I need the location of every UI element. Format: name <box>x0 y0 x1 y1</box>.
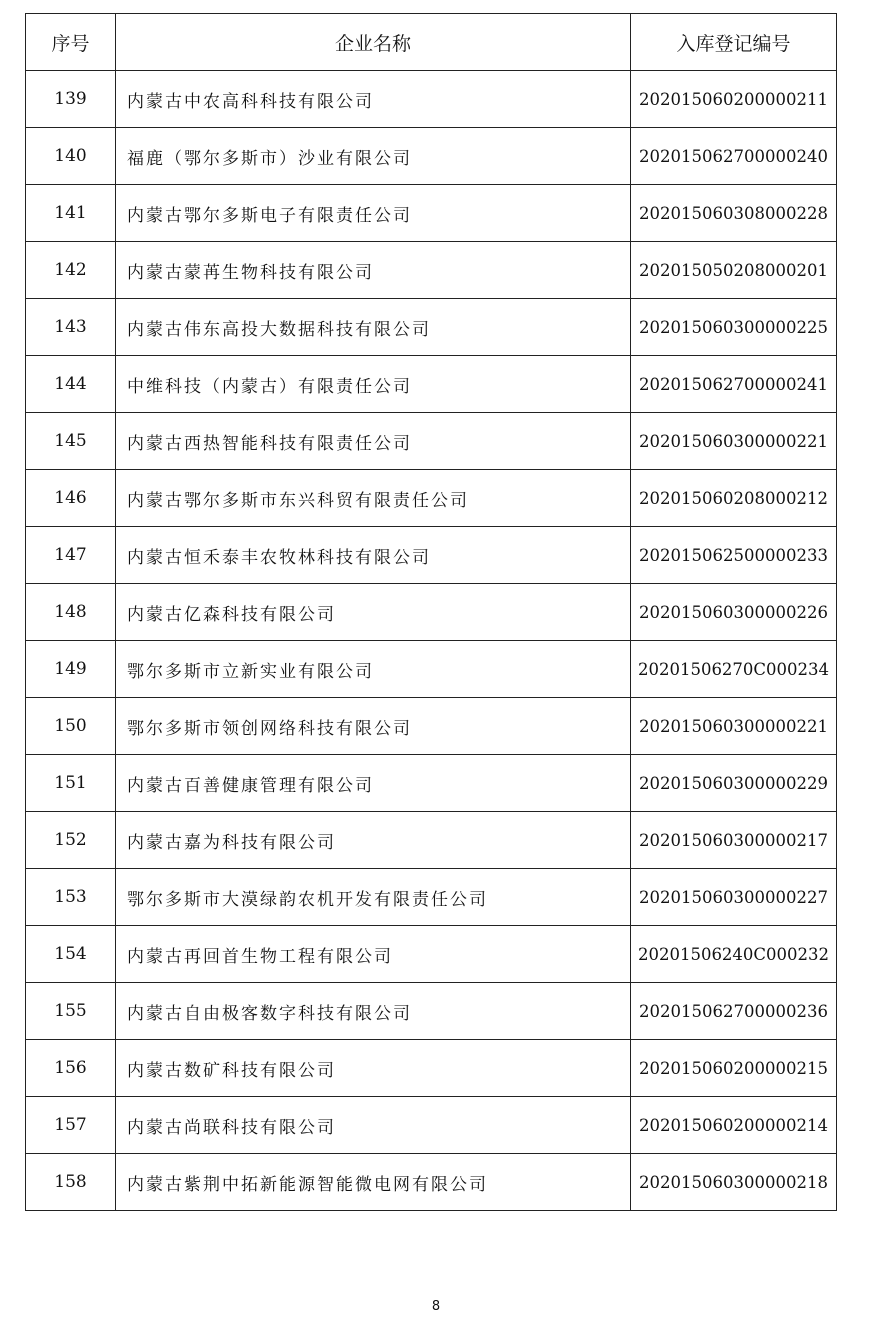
table-row <box>26 470 837 527</box>
row-company-name: 内蒙古尚联科技有限公司 <box>116 1097 631 1154</box>
row-seq: 145 <box>26 413 116 470</box>
row-company-name: 内蒙古自由极客数字科技有限公司 <box>116 983 631 1040</box>
row-seq: 150 <box>26 698 116 755</box>
row-registration-code: 202015060300000226 <box>631 584 837 641</box>
row-seq: 152 <box>26 812 116 869</box>
row-registration-code: 202015060300000229 <box>631 755 837 812</box>
table-row <box>26 1097 837 1154</box>
row-registration-code: 202015062500000233 <box>631 527 837 584</box>
table-row <box>26 185 837 242</box>
row-seq: 143 <box>26 299 116 356</box>
row-registration-code: 202015050208000201 <box>631 242 837 299</box>
row-registration-code: 20201506270C000234 <box>631 641 837 698</box>
table-row <box>26 983 837 1040</box>
enterprise-registry-table <box>25 13 837 1211</box>
table-body <box>26 71 837 1211</box>
table-row <box>26 698 837 755</box>
table-header <box>26 14 837 71</box>
row-registration-code: 202015060300000225 <box>631 299 837 356</box>
row-company-name: 内蒙古蒙苒生物科技有限公司 <box>116 242 631 299</box>
row-seq: 141 <box>26 185 116 242</box>
header-row <box>26 14 837 71</box>
header-registration-code: 入库登记编号 <box>631 14 837 71</box>
header-seq: 序号 <box>26 14 116 71</box>
row-seq: 144 <box>26 356 116 413</box>
row-seq: 142 <box>26 242 116 299</box>
row-company-name: 内蒙古再回首生物工程有限公司 <box>116 926 631 983</box>
table-row <box>26 584 837 641</box>
table-row <box>26 128 837 185</box>
table-row <box>26 869 837 926</box>
row-company-name: 内蒙古亿森科技有限公司 <box>116 584 631 641</box>
row-company-name: 内蒙古鄂尔多斯市东兴科贸有限责任公司 <box>116 470 631 527</box>
row-seq: 151 <box>26 755 116 812</box>
table-row <box>26 641 837 698</box>
table-row <box>26 926 837 983</box>
row-company-name: 内蒙古恒禾泰丰农牧林科技有限公司 <box>116 527 631 584</box>
row-seq: 153 <box>26 869 116 926</box>
table-row <box>26 527 837 584</box>
row-seq: 139 <box>26 71 116 128</box>
table-row <box>26 71 837 128</box>
row-seq: 147 <box>26 527 116 584</box>
row-registration-code: 202015062700000236 <box>631 983 837 1040</box>
row-company-name: 内蒙古西热智能科技有限责任公司 <box>116 413 631 470</box>
row-seq: 155 <box>26 983 116 1040</box>
row-registration-code: 202015060300000221 <box>631 698 837 755</box>
table-row <box>26 413 837 470</box>
row-registration-code: 202015060308000228 <box>631 185 837 242</box>
row-registration-code: 202015060200000214 <box>631 1097 837 1154</box>
table-row <box>26 299 837 356</box>
table-row <box>26 812 837 869</box>
row-company-name: 内蒙古紫荆中拓新能源智能微电网有限公司 <box>116 1154 631 1211</box>
row-seq: 146 <box>26 470 116 527</box>
row-registration-code: 202015060300000218 <box>631 1154 837 1211</box>
table-row <box>26 755 837 812</box>
row-company-name: 鄂尔多斯市立新实业有限公司 <box>116 641 631 698</box>
row-company-name: 鄂尔多斯市大漠绿韵农机开发有限责任公司 <box>116 869 631 926</box>
row-registration-code: 202015062700000241 <box>631 356 837 413</box>
row-company-name: 福鹿（鄂尔多斯市）沙业有限公司 <box>116 128 631 185</box>
row-company-name: 内蒙古嘉为科技有限公司 <box>116 812 631 869</box>
row-registration-code: 202015060300000221 <box>631 413 837 470</box>
row-registration-code: 20201506240C000232 <box>631 926 837 983</box>
row-registration-code: 202015060300000217 <box>631 812 837 869</box>
row-registration-code: 202015060200000211 <box>631 71 837 128</box>
row-company-name: 内蒙古百善健康管理有限公司 <box>116 755 631 812</box>
row-seq: 140 <box>26 128 116 185</box>
row-registration-code: 202015062700000240 <box>631 128 837 185</box>
header-company-name: 企业名称 <box>116 14 631 71</box>
page-number: 8 <box>431 1299 441 1314</box>
row-company-name: 中维科技（内蒙古）有限责任公司 <box>116 356 631 413</box>
row-company-name: 内蒙古伟东高投大数据科技有限公司 <box>116 299 631 356</box>
row-registration-code: 202015060200000215 <box>631 1040 837 1097</box>
table-row <box>26 242 837 299</box>
row-company-name: 内蒙古鄂尔多斯电子有限责任公司 <box>116 185 631 242</box>
row-company-name: 鄂尔多斯市领创网络科技有限公司 <box>116 698 631 755</box>
row-seq: 157 <box>26 1097 116 1154</box>
row-company-name: 内蒙古数矿科技有限公司 <box>116 1040 631 1097</box>
row-seq: 158 <box>26 1154 116 1211</box>
row-seq: 154 <box>26 926 116 983</box>
row-seq: 149 <box>26 641 116 698</box>
table-row <box>26 356 837 413</box>
row-registration-code: 202015060208000212 <box>631 470 837 527</box>
row-seq: 148 <box>26 584 116 641</box>
row-company-name: 内蒙古中农高科科技有限公司 <box>116 71 631 128</box>
row-seq: 156 <box>26 1040 116 1097</box>
table-row <box>26 1154 837 1211</box>
table-row <box>26 1040 837 1097</box>
row-registration-code: 202015060300000227 <box>631 869 837 926</box>
